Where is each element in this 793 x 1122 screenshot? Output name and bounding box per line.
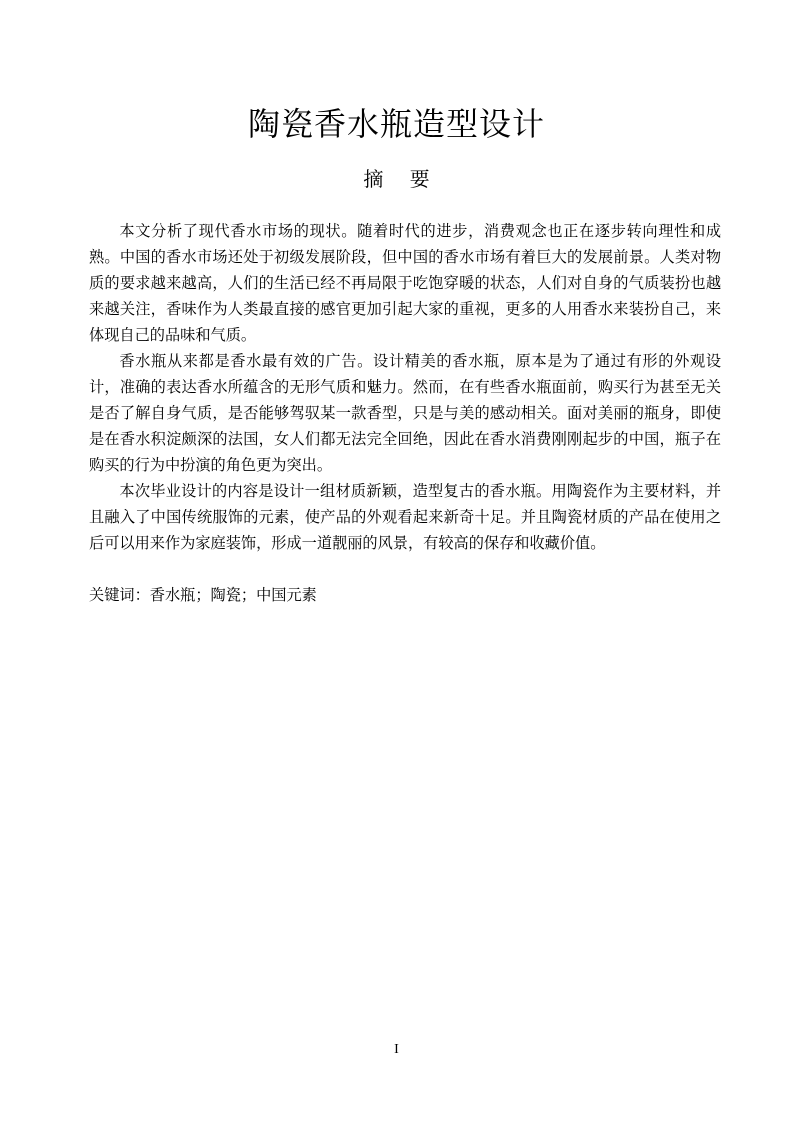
abstract-body [89, 218, 721, 556]
document-title: 陶瓷香水瓶造型设计 [247, 105, 545, 143]
abstract-paragraph-1: 本文分析了现代香水市场的现状。随着时代的进步，消费观念也正在逐步转向理性和成熟。中国的香水市场还处于初级发展阶段，但中国的香水市场有着巨大的发展前景。人类对物质的要求越来越高，人们的生活已经不再局限于吃饱穿暖的状态，人们对自身的气质装扮也越来越关注，香味作为人类最直接的感官更加引起大家的重视，更多的人用香水来装扮自己，来体现自己的品味和气质。 [89, 222, 721, 344]
abstract-paragraph-3: 本次毕业设计的内容是设计一组材质新颖，造型复古的香水瓶。用陶瓷作为主要材料，并且融入了中国传统服饰的元素，使产品的外观看起来新奇十足。并且陶瓷材质的产品在使用之后可以用来作为家庭装饰，形成一道靓丽的风景，有较高的保存和收藏价值。 [89, 482, 721, 552]
keywords-line: 关键词：香水瓶；陶瓷；中国元素 [89, 586, 317, 604]
page-number: I [394, 1042, 399, 1057]
abstract-heading: 摘 要 [363, 167, 430, 191]
abstract-paragraph-2: 香水瓶从来都是香水最有效的广告。设计精美的香水瓶，原本是为了通过有形的外观设计，准确的表达香水所蕴含的无形气质和魅力。然而，在有些香水瓶面前，购买行为甚至无关是否了解自身气质，是否能够驾驭某一款香型，只是与美的感动相关。面对美丽的瓶身，即使是在香水积淀颇深的法国，女人们都无法完全回绝，因此在香水消费刚刚起步的中国，瓶子在购买的行为中扮演的角色更为突出。 [89, 352, 721, 474]
